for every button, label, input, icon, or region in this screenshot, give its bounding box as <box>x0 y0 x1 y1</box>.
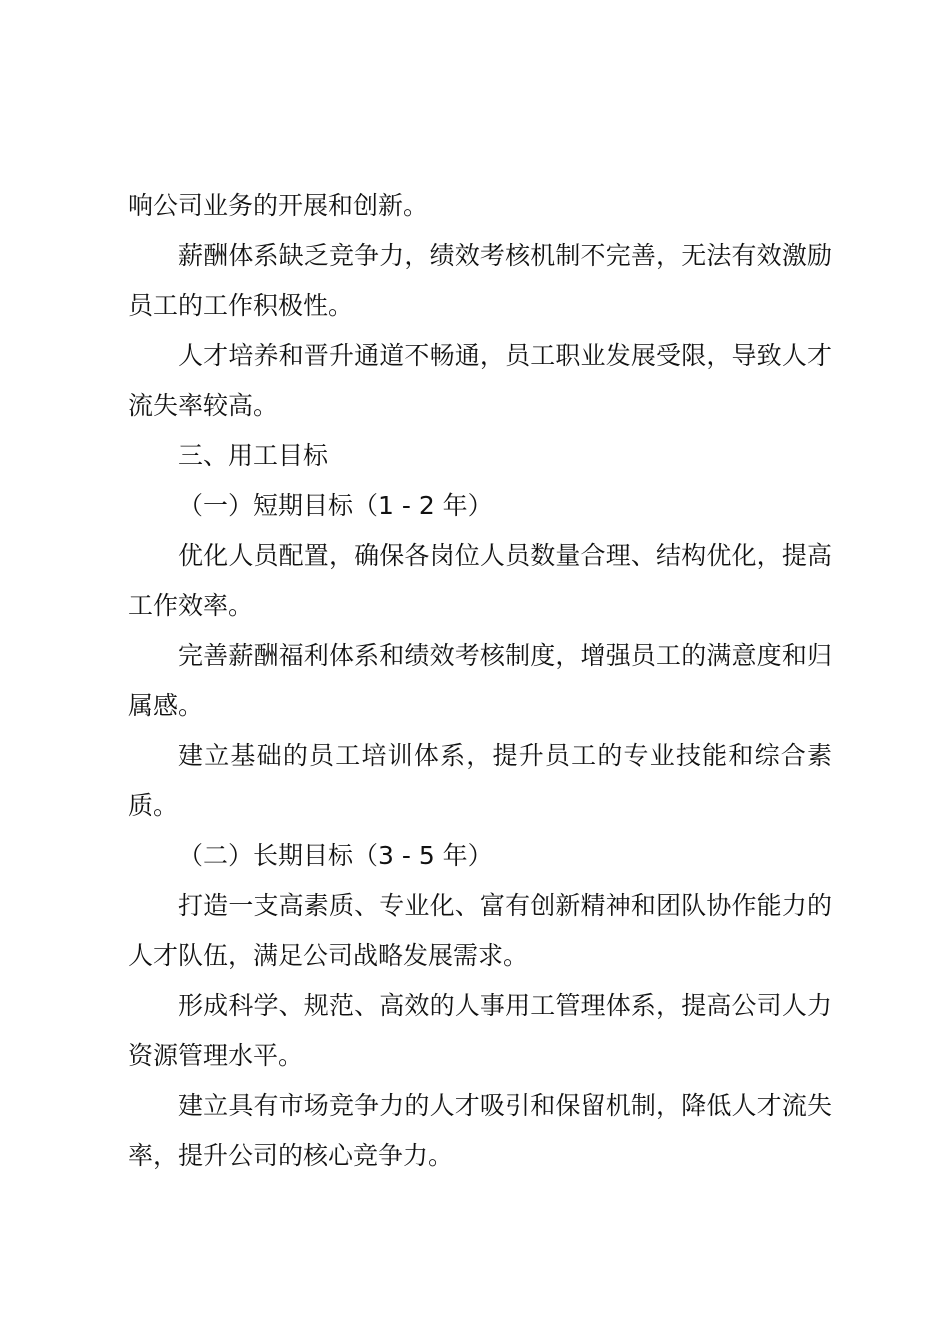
document-body <box>128 181 832 1181</box>
paragraph-management-system-goal: 形成科学、规范、高效的人事用工管理体系，提高公司人力资源管理水平。 <box>128 991 832 1070</box>
paragraph-retention-goal: 建立具有市场竞争力的人才吸引和保留机制，降低人才流失率，提升公司的核心竞争力。 <box>128 1091 832 1170</box>
subheading-short-term: （一）短期目标（1 - 2 年） <box>178 491 493 520</box>
section-heading-goals: 三、用工目标 <box>178 441 329 470</box>
paragraph-talent-team-goal: 打造一支高素质、专业化、富有创新精神和团队协作能力的人才队伍，满足公司战略发展需求。 <box>128 891 832 970</box>
paragraph-staffing-goal: 优化人员配置，确保各岗位人员数量合理、结构优化，提高工作效率。 <box>128 541 832 620</box>
subheading-long-term: （二）长期目标（3 - 5 年） <box>178 841 493 870</box>
paragraph-salary-issue: 薪酬体系缺乏竞争力，绩效考核机制不完善，无法有效激励员工的工作积极性。 <box>128 241 832 320</box>
paragraph-promotion-issue: 人才培养和晋升通道不畅通，员工职业发展受限，导致人才流失率较高。 <box>128 341 832 420</box>
paragraph-training-goal: 建立基础的员工培训体系，提升员工的专业技能和综合素质。 <box>128 741 832 820</box>
paragraph-compensation-goal: 完善薪酬福利体系和绩效考核制度，增强员工的满意度和归属感。 <box>128 641 832 720</box>
paragraph-continuation: 响公司业务的开展和创新。 <box>128 191 429 220</box>
